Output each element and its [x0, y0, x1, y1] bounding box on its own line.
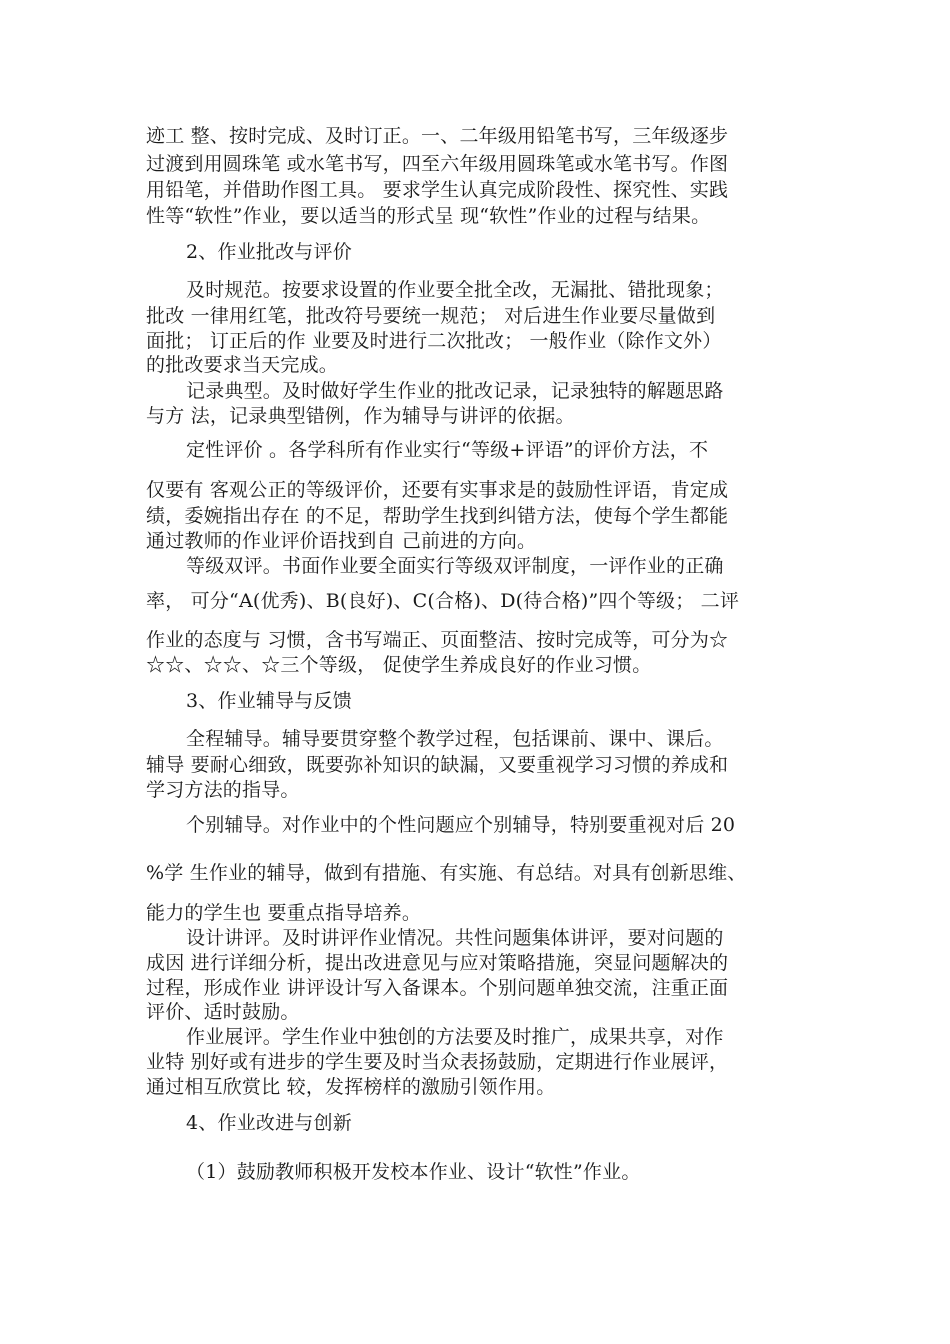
paragraph-line: 个别辅导。对作业中的个性问题应个别辅导，特别要重视对后 20 — [186, 814, 736, 836]
paragraph-line: ☆☆、☆☆、☆三个等级， 促使学生养成良好的作业习惯。 — [146, 654, 652, 676]
section-heading-3: 3、作业辅导与反馈 — [186, 690, 352, 712]
paragraph-line: %学 生作业的辅导，做到有措施、有实施、有总结。对具有创新思维、 — [146, 862, 747, 884]
paragraph-line: 业特 别好或有进步的学生要及时当众表扬鼓励，定期进行作业展评， — [146, 1051, 729, 1073]
paragraph-line: 批改 一律用红笔，批改符号要统一规范； 对后进生作业要尽量做到 — [146, 305, 716, 327]
paragraph-line: 成因 进行详细分析，提出改进意见与应对策略措施，突显问题解决的 — [146, 952, 729, 974]
paragraph-line: 评价、适时鼓励。 — [146, 1001, 300, 1023]
paragraph-line: 绩，委婉指出存在 的不足，帮助学生找到纠错方法，使每个学生都能 — [146, 505, 729, 527]
paragraph-line: 设计讲评。及时讲评作业情况。共性问题集体讲评，要对问题的 — [186, 927, 724, 949]
paragraph-line: 作业展评。学生作业中独创的方法要及时推广，成果共享，对作 — [186, 1026, 724, 1048]
paragraph-line: 能力的学生也 要重点指导培养。 — [146, 902, 422, 924]
paragraph-line: 过程，形成作业 讲评设计写入备课本。个别问题单独交流，注重正面 — [146, 977, 729, 999]
paragraph-line: 迹工 整、按时完成、及时订正。一、二年级用铅笔书写，三年级逐步 — [146, 125, 729, 147]
paragraph-line: 通过相互欣赏比 较，发挥榜样的激励引领作用。 — [146, 1076, 556, 1098]
paragraph-line: 作业的态度与 习惯，含书写端正、页面整洁、按时完成等，可分为☆ — [146, 629, 729, 651]
paragraph-line: 面批； 订正后的作 业要及时进行二次批改； 一般作业（除作文外） — [146, 330, 722, 352]
paragraph-line: 全程辅导。辅导要贯穿整个教学过程，包括课前、课中、课后。 — [186, 728, 724, 750]
paragraph-line: 仅要有 客观公正的等级评价，还要有实事求是的鼓励性评语，肯定成 — [146, 479, 729, 501]
paragraph-line: 与方 法，记录典型错例，作为辅导与讲评的依据。 — [146, 405, 575, 427]
paragraph-line: 及时规范。按要求设置的作业要全批全改，无漏批、错批现象； — [186, 279, 724, 301]
paragraph-line: 率， 可分“A(优秀)、B(良好)、C(合格)、D(待合格)”四个等级； 二评 — [146, 590, 740, 612]
paragraph-line: 的批改要求当天完成。 — [146, 354, 339, 376]
paragraph-line: 等级双评。书面作业要全面实行等级双评制度，一评作业的正确 — [186, 555, 724, 577]
paragraph-line: 过渡到用圆珠笔 或水笔书写，四至六年级用圆珠笔或水笔书写。作图 — [146, 153, 729, 175]
paragraph-line: 通过教师的作业评价语找到自 己前进的方向。 — [146, 530, 537, 552]
paragraph-line: 定性评价 。各学科所有作业实行“等级+评语”的评价方法，不 — [186, 439, 709, 461]
paragraph-line: 性等“软性”作业，要以适当的形式呈 现“软性”作业的过程与结果。 — [146, 205, 711, 227]
paragraph-line: 用铅笔，并借助作图工具。 要求学生认真完成阶段性、探究性、实践 — [146, 179, 729, 201]
section-heading-4: 4、作业改进与创新 — [186, 1112, 352, 1134]
list-item-1: （1）鼓励教师积极开发校本作业、设计“软性”作业。 — [186, 1161, 641, 1183]
section-heading-2: 2、作业批改与评价 — [186, 241, 352, 263]
paragraph-line: 记录典型。及时做好学生作业的批改记录，记录独特的解题思路 — [186, 380, 724, 402]
paragraph-line: 学习方法的指导。 — [146, 779, 300, 801]
paragraph-line: 辅导 要耐心细致，既要弥补知识的缺漏，又要重视学习习惯的养成和 — [146, 754, 729, 776]
